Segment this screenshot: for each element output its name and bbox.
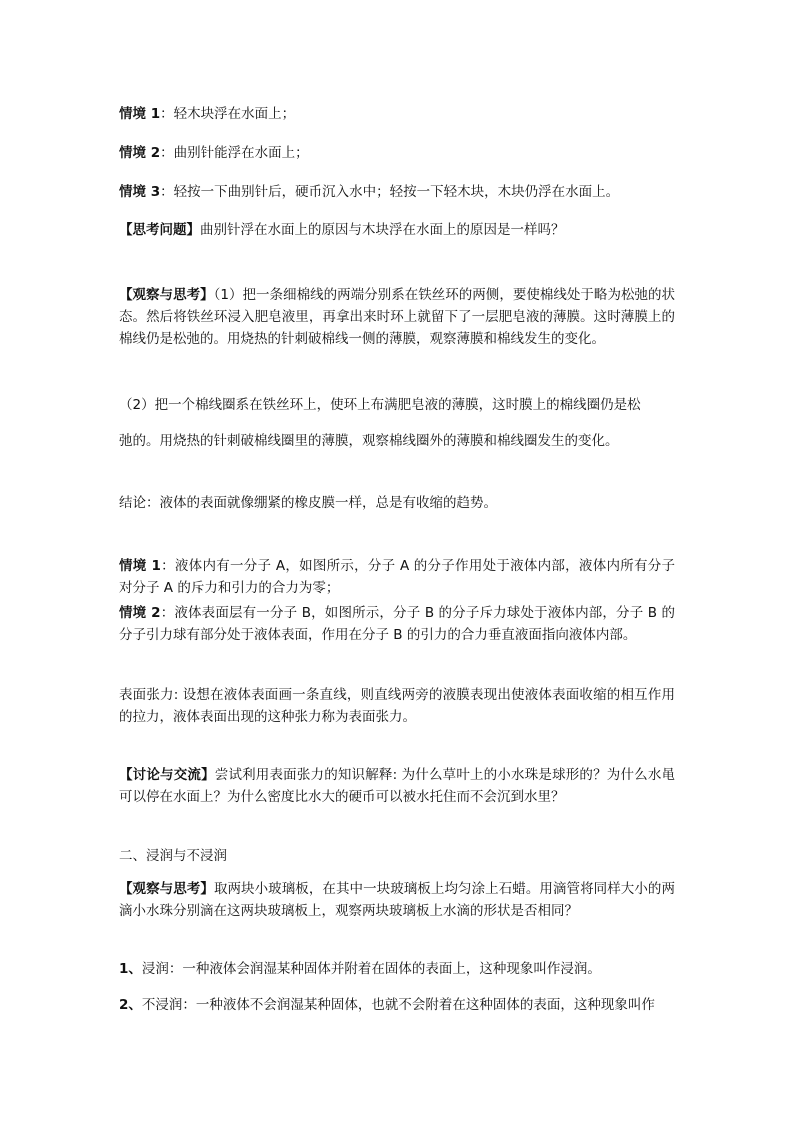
paragraph-separator: ： (160, 605, 175, 621)
paragraph-label: 【思考问题】 (119, 222, 200, 238)
paragraph-separator: ： (160, 184, 174, 200)
paragraph-separator: ： (160, 145, 174, 161)
paragraph-label: 【观察与思考】 (119, 881, 214, 897)
paragraph-text: 结论：液体的表面就像绷紧的橡皮膜一样，总是有收缩的趋势。 (119, 495, 497, 511)
paragraph-molecule-b (119, 602, 675, 646)
paragraph-label: 情境 2 (119, 605, 161, 621)
paragraph-scenario-2 (119, 142, 675, 164)
paragraph-observe-think-2b (119, 430, 675, 452)
paragraph-text: 表面张力: 设想在液体表面画一条直线，则直线两旁的液膜表现出使液体表面收缩的相互作用的拉力，液体表面出现的这种张力称为表面张力。 (119, 687, 675, 725)
paragraph-nonwetting-definition (119, 994, 675, 1016)
paragraph-observe-think-1 (119, 284, 675, 350)
paragraph-label: 【观察与思考】 (119, 287, 214, 303)
paragraph-thinking-question (119, 219, 675, 241)
paragraph-label: 1、 (119, 961, 142, 977)
paragraph-separator: ： (160, 106, 174, 122)
paragraph-text: 液体内有一分子 A，如图所示，分子 A 的分子作用处于液体内部，液体内所有分子对分子 A 的斥力和引力的合力为零； (119, 558, 676, 596)
paragraph-surface-tension (119, 684, 675, 728)
paragraph-text: 浸润：一种液体会润湿某种固体并附着在固体的表面上，这种现象叫作浸润。 (141, 961, 601, 977)
paragraph-text: 尝试利用表面张力的知识解释: 为什么草叶上的小水珠是球形的？为什么水黾可以停在水面上？为什么密度比水大的硬币可以被水托住而不会沉到水里？ (119, 767, 676, 805)
paragraph-text: 曲别针浮在水面上的原因与木块浮在水面上的原因是一样吗？ (200, 222, 565, 238)
paragraph-label: 情境 3 (119, 184, 161, 200)
paragraph-discussion (119, 764, 675, 808)
paragraph-observe-think-2a (119, 394, 675, 416)
paragraph-observe-think-glass (119, 878, 675, 922)
paragraph-text: 不浸润：一种液体不会润湿某种固体，也就不会附着在这种固体的表面，这种现象叫作 (141, 997, 655, 1013)
paragraph-scenario-1 (119, 103, 675, 125)
paragraph-label: 情境 1 (119, 558, 161, 574)
paragraph-text: 轻木块浮在水面上； (173, 106, 296, 122)
section-heading-wetting (119, 845, 675, 867)
paragraph-separator: ： (160, 558, 175, 574)
paragraph-text: 液体表面层有一分子 B，如图所示，分子 B 的分子斥力球处于液体内部，分子 B 的分子引力球有部分处于液体表面，作用在分子 B 的引力的合力垂直液面指向液体内部。 (119, 605, 675, 643)
paragraph-label: 【讨论与交流】 (119, 767, 215, 783)
paragraph-wetting-definition (119, 958, 675, 980)
paragraph-label: 2、 (119, 997, 142, 1013)
paragraph-text: 弛的。用烧热的针刺破棉线圈里的薄膜，观察棉线圈外的薄膜和棉线圈发生的变化。 (119, 433, 619, 449)
paragraph-conclusion (119, 492, 675, 514)
paragraph-molecule-a (119, 555, 675, 599)
paragraph-text: 取两块小玻璃板，在其中一块玻璃板上均匀涂上石蜡。用滴管将同样大小的两滴小水珠分别滴在这两块玻璃板上，观察两块玻璃板上水滴的形状是否相同？ (119, 881, 675, 919)
paragraph-text: 二、浸润与不浸润 (119, 848, 227, 864)
paragraph-text: 轻按一下曲别针后，硬币沉入水中；轻按一下轻木块，木块仍浮在水面上。 (173, 184, 620, 200)
paragraph-scenario-3 (119, 181, 675, 203)
paragraph-label: 情境 2 (119, 145, 161, 161)
paragraph-text: 曲别针能浮在水面上； (173, 145, 309, 161)
paragraph-text: （2）把一个棉线圈系在铁丝环上，使环上布满肥皂液的薄膜，这时膜上的棉线圈仍是松 (119, 397, 641, 413)
paragraph-label: 情境 1 (119, 106, 161, 122)
paragraph-text: （1）把一条细棉线的两端分别系在铁丝环的两侧，要使棉线处于略为松弛的状态。然后将铁丝环浸入肥皂液里，再拿出来时环上就留下了一层肥皂液的薄膜。这时薄膜上的棉线仍是松弛的。用烧热的针刺破棉线一侧的薄膜，观察薄膜和棉线发生的变化。 (119, 287, 676, 347)
